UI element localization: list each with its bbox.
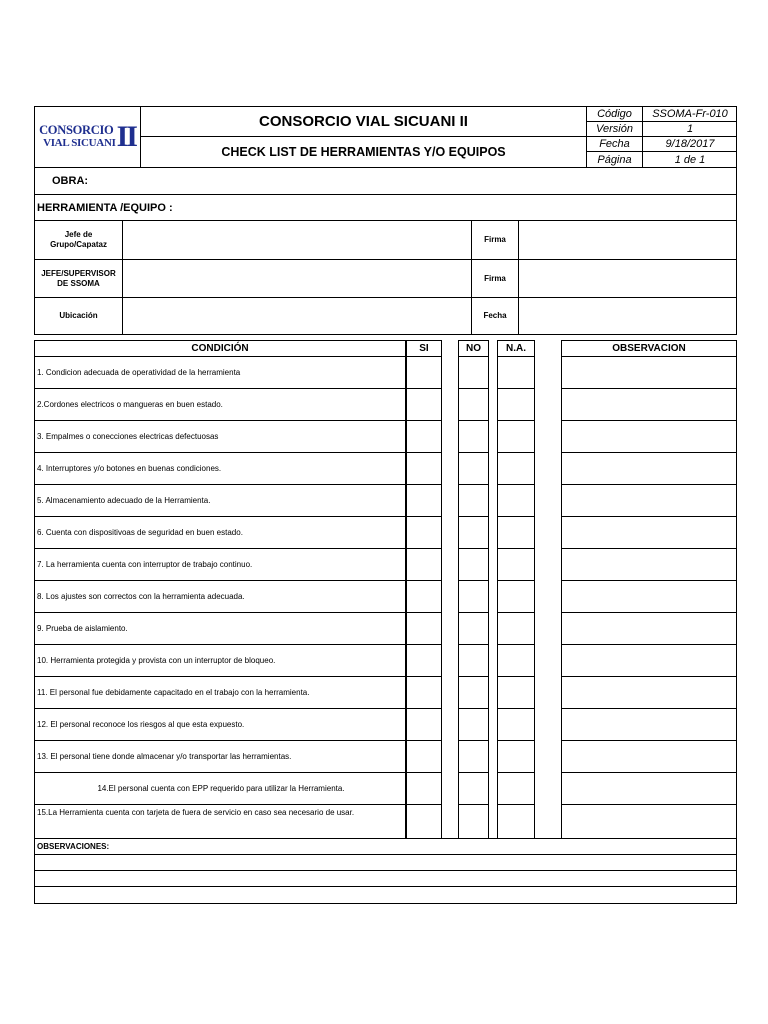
- checkbox-observacion-6[interactable]: [561, 516, 737, 549]
- condition-row-label: 5. Almacenamiento adecuado de la Herramienta.: [34, 484, 406, 517]
- condition-row-label: 4. Interruptores y/o botones en buenas condiciones.: [34, 452, 406, 485]
- header-col-condicion: CONDICIÓN: [34, 340, 406, 357]
- checkbox-observacion-7[interactable]: [561, 548, 737, 581]
- checkbox-si-5[interactable]: [406, 484, 442, 517]
- checkbox-no-15[interactable]: [458, 804, 489, 839]
- logo-numeral: II: [116, 120, 136, 153]
- fecha-label: Fecha: [472, 298, 519, 334]
- checkbox-si-13[interactable]: [406, 740, 442, 773]
- checkbox-observacion-12[interactable]: [561, 708, 737, 741]
- info-value-version: 1: [643, 122, 737, 137]
- header-col-observacion: OBSERVACION: [561, 340, 737, 357]
- checkbox-observacion-3[interactable]: [561, 420, 737, 453]
- condition-row-label: 2.Cordones electricos o mangueras en buen estado.: [34, 388, 406, 421]
- checkbox-no-13[interactable]: [458, 740, 489, 773]
- jefe-label: Jefe de Grupo/Capataz: [35, 221, 123, 260]
- fecha-input[interactable]: [519, 298, 736, 334]
- checkbox-no-8[interactable]: [458, 580, 489, 613]
- checkbox-observacion-15[interactable]: [561, 804, 737, 839]
- checkbox-na-5[interactable]: [497, 484, 535, 517]
- checkbox-no-12[interactable]: [458, 708, 489, 741]
- condition-row-label: 15.La Herramienta cuenta con tarjeta de fuera de servicio en caso sea necesario de usar.: [34, 804, 406, 839]
- checkbox-observacion-14[interactable]: [561, 772, 737, 805]
- checkbox-si-9[interactable]: [406, 612, 442, 645]
- checkbox-na-2[interactable]: [497, 388, 535, 421]
- company-logo: [35, 107, 141, 167]
- checkbox-no-3[interactable]: [458, 420, 489, 453]
- checkbox-si-2[interactable]: [406, 388, 442, 421]
- checkbox-no-4[interactable]: [458, 452, 489, 485]
- observaciones-label: [35, 839, 736, 855]
- firma2-input[interactable]: [519, 260, 736, 298]
- observaciones-line[interactable]: [35, 855, 736, 871]
- logo-line2: VIAL SICUANI: [43, 137, 116, 149]
- checkbox-no-11[interactable]: [458, 676, 489, 709]
- condition-row-label: 8. Los ajustes son correctos con la herramienta adecuada.: [34, 580, 406, 613]
- checkbox-si-14[interactable]: [406, 772, 442, 805]
- jefe-input[interactable]: [123, 221, 472, 260]
- logo-line1: CONSORCIO: [39, 123, 114, 137]
- info-label-fecha: Fecha: [587, 137, 643, 152]
- condition-row-label: 14.El personal cuenta con EPP requerido para utilizar la Herramienta.: [34, 772, 406, 805]
- checkbox-no-7[interactable]: [458, 548, 489, 581]
- checkbox-na-4[interactable]: [497, 452, 535, 485]
- firma2-label: Firma: [472, 260, 519, 298]
- checkbox-no-2[interactable]: [458, 388, 489, 421]
- checkbox-si-7[interactable]: [406, 548, 442, 581]
- checkbox-na-13[interactable]: [497, 740, 535, 773]
- checkbox-si-8[interactable]: [406, 580, 442, 613]
- info-label-pagina: Página: [587, 152, 643, 167]
- condition-row-label: 9. Prueba de aislamiento.: [34, 612, 406, 645]
- ubicacion-input[interactable]: [123, 298, 472, 334]
- checkbox-no-6[interactable]: [458, 516, 489, 549]
- checkbox-si-12[interactable]: [406, 708, 442, 741]
- page-title: CHECK LIST DE HERRAMIENTAS Y/O EQUIPOS: [221, 145, 506, 159]
- checkbox-observacion-11[interactable]: [561, 676, 737, 709]
- condition-row-label: 7. La herramienta cuenta con interruptor de trabajo continuo.: [34, 548, 406, 581]
- checkbox-observacion-13[interactable]: [561, 740, 737, 773]
- condition-row-label: 12. El personal reconoce los riesgos al que esta expuesto.: [34, 708, 406, 741]
- observaciones-line[interactable]: [35, 887, 736, 903]
- doc-info-grid: [586, 107, 736, 167]
- checkbox-si-3[interactable]: [406, 420, 442, 453]
- checkbox-na-3[interactable]: [497, 420, 535, 453]
- checkbox-si-1[interactable]: [406, 356, 442, 389]
- checkbox-observacion-8[interactable]: [561, 580, 737, 613]
- info-value-fecha: 9/18/2017: [643, 137, 737, 152]
- obra-label: OBRA:: [52, 175, 89, 187]
- firma1-input[interactable]: [519, 221, 736, 260]
- checkbox-no-9[interactable]: [458, 612, 489, 645]
- checkbox-si-4[interactable]: [406, 452, 442, 485]
- checkbox-si-15[interactable]: [406, 804, 442, 839]
- supervisor-label: JEFE/SUPERVISOR DE SSOMA: [35, 260, 123, 298]
- checkbox-na-11[interactable]: [497, 676, 535, 709]
- info-label-version: Versión: [587, 122, 643, 137]
- herramienta-label: HERRAMIENTA /EQUIPO :: [37, 201, 173, 214]
- checkbox-observacion-2[interactable]: [561, 388, 737, 421]
- info-value-pagina: 1 de 1: [674, 153, 706, 166]
- condition-row-label: 6. Cuenta con dispositivoas de seguridad en buen estado.: [34, 516, 406, 549]
- ubicacion-label: Ubicación: [35, 298, 123, 334]
- condition-row-label: 13. El personal tiene donde almacenar y/o transportar las herramientas.: [34, 740, 406, 773]
- header-col-na: N.A.: [497, 340, 535, 357]
- checkbox-observacion-5[interactable]: [561, 484, 737, 517]
- checkbox-na-12[interactable]: [497, 708, 535, 741]
- checkbox-si-6[interactable]: [406, 516, 442, 549]
- checkbox-na-10[interactable]: [497, 644, 535, 677]
- company-name: CONSORCIO VIAL SICUANI II: [141, 107, 586, 137]
- checkbox-si-10[interactable]: [406, 644, 442, 677]
- condition-row-label: 1. Condicion adecuada de operatividad de la herramienta: [34, 356, 406, 389]
- checkbox-observacion-10[interactable]: [561, 644, 737, 677]
- firma1-label: Firma: [472, 221, 519, 260]
- info-value-codigo: SSOMA-Fr-010: [643, 107, 737, 122]
- checkbox-na-14[interactable]: [497, 772, 535, 805]
- checkbox-si-11[interactable]: [406, 676, 442, 709]
- supervisor-input[interactable]: [123, 260, 472, 298]
- checkbox-na-7[interactable]: [497, 548, 535, 581]
- checkbox-na-1[interactable]: [497, 356, 535, 389]
- checkbox-no-5[interactable]: [458, 484, 489, 517]
- checkbox-observacion-4[interactable]: [561, 452, 737, 485]
- checkbox-na-8[interactable]: [497, 580, 535, 613]
- checkbox-no-14[interactable]: [458, 772, 489, 805]
- checkbox-observacion-1[interactable]: [561, 356, 737, 389]
- herramienta-field[interactable]: [35, 195, 736, 221]
- checkbox-no-10[interactable]: [458, 644, 489, 677]
- info-label-codigo: Código: [587, 107, 643, 122]
- header-col-si: SI: [406, 340, 442, 357]
- condition-row-label: 10. Herramienta protegida y provista con un interruptor de bloqueo.: [34, 644, 406, 677]
- header-col-no: NO: [458, 340, 489, 357]
- checkbox-na-9[interactable]: [497, 612, 535, 645]
- checkbox-na-6[interactable]: [497, 516, 535, 549]
- obra-field[interactable]: [35, 168, 736, 195]
- checkbox-na-15[interactable]: [497, 804, 535, 839]
- checkbox-no-1[interactable]: [458, 356, 489, 389]
- condition-row-label: 3. Empalmes o conecciones electricas defectuosas: [34, 420, 406, 453]
- condition-row-label: 11. El personal fue debidamente capacitado en el trabajo con la herramienta.: [34, 676, 406, 709]
- observaciones-line[interactable]: [35, 871, 736, 887]
- checkbox-observacion-9[interactable]: [561, 612, 737, 645]
- observaciones-block: [34, 838, 737, 904]
- observaciones-text: OBSERVACIONES:: [37, 842, 110, 851]
